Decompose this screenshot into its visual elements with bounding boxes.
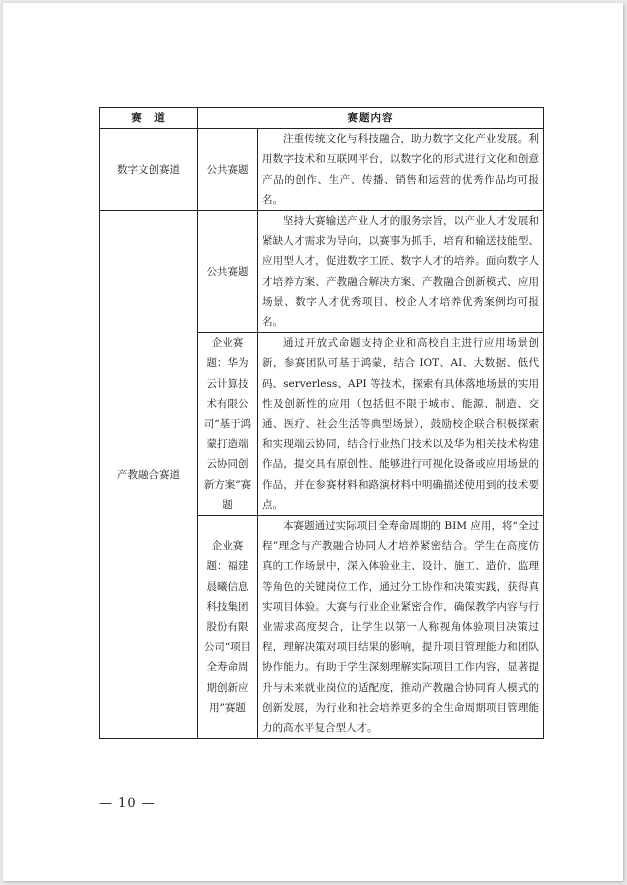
- subtopic-cell: 企业赛题：华为云计算技术有限公司“基于鸿蒙打造端云协同创新方案”赛题: [198, 333, 258, 516]
- table-header-row: [100, 108, 544, 129]
- track-cell: 数字文创赛道: [100, 129, 198, 211]
- content-cell: 本赛题通过实际项目全寿命周期的 BIM 应用，将“全过程”理念与产教融合协同人才培养紧密结合。学生在高度仿真的工作场景中，深入体验业主、设计、施工、造价、监理等角色的关键岗位工作，通过分工协作和决策实践，获得真实项目体验。大赛与行业企业紧密合作，确保教学内容与行业需求高度契合，让学生以第一人称视角体验项目决策过程，理解决策对项目结果的影响，提升项目管理能力和团队协作能力。有助于学生深刻理解实际项目工作内容，显著提升与未来就业岗位的适配度，推动产教融合协同育人模式的创新发展，为行业和社会培养更多的全生命周期项目管理能力的高水平复合型人才。: [258, 516, 544, 739]
- header-track: 赛 道: [100, 108, 198, 129]
- subtopic-cell: 公共赛题: [198, 129, 258, 211]
- content-cell: 通过开放式命题支持企业和高校自主进行应用场景创新，参赛团队可基于鸿蒙，结合 IOT、AI、大数据、低代码、serverless、API 等技术，探索有具体落地场景的实用性及创新性的应用（包括但不限于城市、能源、制造、交通、医疗、社会生活等典型场景），鼓励校企联合积极探索和实现端云协同，结合行业热门技术以及华为相关技术构建作品，提交具有原创性、能够进行可视化设备或应用场景的作品，并在参赛材料和路演材料中明确描述使用到的技术要点。: [258, 333, 544, 516]
- subtopic-cell: 公共赛题: [198, 211, 258, 333]
- content-cell: 坚持大赛输送产业人才的服务宗旨，以产业人才发展和紧缺人才需求为导向，以赛事为抓手，培育和输送技能型、应用型人才，促进数字工匠、数字人才的培养。面向数字人才培养方案、产教融合解决方案、产教融合创新模式、应用场景、数字人才优秀项目、校企人才培养优秀案例均可报名。: [258, 211, 544, 333]
- header-content: 赛题内容: [198, 108, 544, 129]
- content-cell: 注重传统文化与科技融合，助力数字文化产业发展。利用数字技术和互联网平台，以数字化的形式进行文化和创意产品的创作、生产、传播、销售和运营的优秀作品均可报名。: [258, 129, 544, 211]
- document-page: [3, 3, 623, 881]
- page-number: — 10 —: [99, 796, 156, 811]
- contest-topics-table: [99, 107, 544, 739]
- track-cell: 产教融合赛道: [100, 211, 198, 739]
- subtopic-cell: 企业赛题：福建晨曦信息科技集团股份有限公司“项目全寿命周期创新应用”赛题: [198, 516, 258, 739]
- table-row: [100, 211, 544, 333]
- table-row: [100, 129, 544, 211]
